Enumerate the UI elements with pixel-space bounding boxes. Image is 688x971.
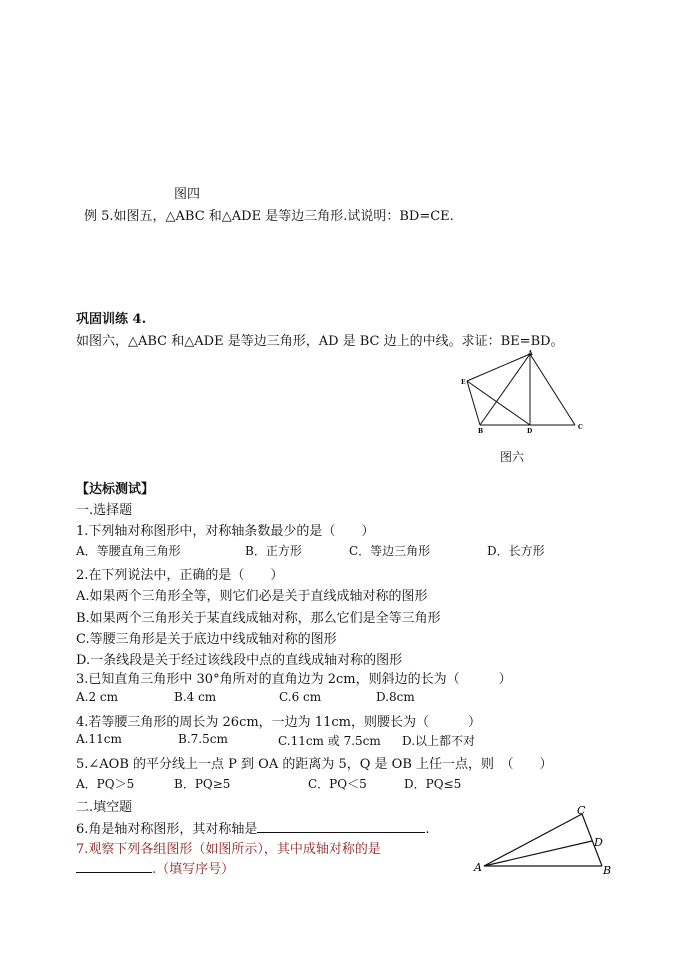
segment-ac [484, 814, 582, 866]
figure-6-caption: 图六 [500, 450, 525, 464]
q2-option-a: A.如果两个三角形全等，则它们必是关于直线成轴对称的图形 [76, 589, 428, 604]
section-fill-title: 二.填空题 [76, 800, 133, 815]
q6-line [76, 818, 430, 837]
q3-option-c: C.6 cm [279, 690, 322, 704]
label-c: C [577, 804, 586, 817]
q4-option-c: C.11cm 或 7.5cm [278, 734, 381, 748]
q2-option-c: C.等腰三角形是关于底边中线成轴对称的图形 [76, 632, 337, 647]
segment-ed [467, 381, 530, 425]
q1-option-b: B．正方形 [245, 544, 302, 558]
q7-end: .（填写序号） [152, 862, 235, 877]
q3-option-b: B.4 cm [174, 690, 217, 704]
q2-stem: 2.在下列说法中，正确的是（ ） [76, 568, 284, 583]
segment-ad [484, 841, 592, 866]
q4-option-b: B.7.5cm [178, 732, 228, 746]
example-5-text: 例 5.如图五，△ABC 和△ADE 是等边三角形.试说明：BD=CE. [84, 209, 454, 224]
q1-option-d: D．长方形 [487, 544, 545, 558]
label-e: E [461, 379, 466, 386]
segment-eb [467, 381, 480, 425]
segment-ac [530, 354, 575, 425]
q5-option-a: A．PQ＞5 [76, 777, 135, 791]
q3-option-a: A.2 cm [76, 690, 119, 704]
q6-answer-blank[interactable] [257, 820, 425, 833]
label-c: C [578, 424, 583, 431]
consolidate-text: 如图六，△ABC 和△ADE 是等边三角形，AD 是 BC 边上的中线。求证：BE=BD。 [76, 334, 564, 349]
q6-text: 6.角是轴对称图形，其对称轴是 [76, 822, 258, 837]
q7-text: 7.观察下列各组图形（如图所示），其中成轴对称的是 [76, 842, 381, 857]
figure-6-diagram [455, 345, 595, 440]
consolidate-title: 巩固训练 4. [76, 312, 147, 327]
label-b: B [603, 864, 612, 877]
q4-option-d: D.以上都不对 [402, 734, 476, 748]
q7-line2 [76, 858, 234, 877]
figure-4-caption: 图四 [174, 187, 201, 202]
q4-option-a: A.11cm [76, 732, 122, 746]
label-d: D [594, 836, 603, 849]
q5-option-b: B．PQ≥5 [174, 777, 231, 791]
triangle-acb-diagram [470, 802, 620, 882]
label-a: A [528, 350, 533, 357]
q7-answer-blank[interactable] [76, 860, 152, 873]
q4-stem: 4.若等腰三角形的周长为 26cm，一边为 11cm，则腰长为（ ） [76, 715, 481, 730]
q3-stem: 3.已知直角三角形中 30°角所对的直角边为 2cm，则斜边的长为（ ） [76, 672, 512, 687]
label-d: D [527, 428, 533, 435]
q5-option-d: D．PQ≤5 [404, 777, 462, 791]
section-choice-title: 一.选择题 [76, 503, 133, 518]
q5-stem: 5.∠AOB 的平分线上一点 P 到 OA 的距离为 5，Q 是 OB 上任一点，则 （ ） [76, 757, 553, 772]
q3-option-d: D.8cm [376, 690, 415, 704]
q1-option-a: A．等腰直角三角形 [76, 544, 181, 558]
q2-option-d: D.一条线段是关于经过该线段中点的直线成轴对称的图形 [76, 653, 403, 668]
q2-option-b: B.如果两个三角形关于某直线成轴对称，那么它们是全等三角形 [76, 611, 441, 626]
q1-stem: 1.下列轴对称图形中，对称轴条数最少的是（ ） [76, 524, 375, 539]
q6-end: . [425, 822, 430, 837]
label-b: B [478, 428, 484, 435]
q1-option-c: C．等边三角形 [349, 544, 431, 558]
label-a: A [474, 861, 482, 874]
test-title: 【达标测试】 [76, 482, 155, 497]
q5-option-c: C．PQ＜5 [308, 777, 367, 791]
